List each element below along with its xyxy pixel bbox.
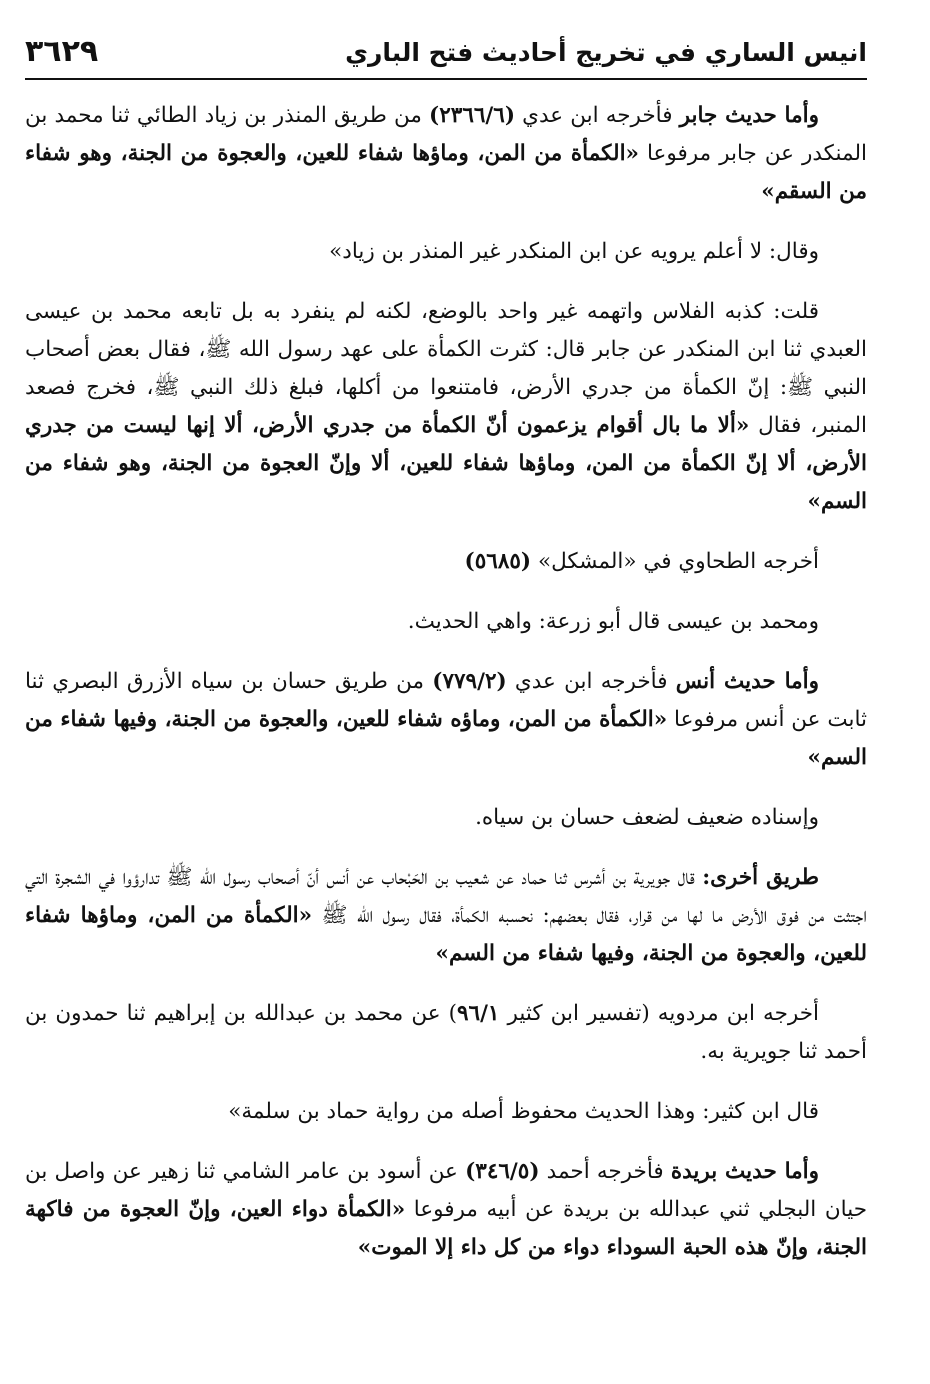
paragraph: [25, 799, 867, 837]
bold-text-run: وأما حديث بريدة: [670, 1159, 819, 1184]
bold-text-run: وأما حديث جابر: [679, 103, 819, 128]
paragraph: [25, 1093, 867, 1131]
bold-text-run: وأما حديث أنس: [675, 669, 819, 694]
bold-text-run: «الكمأة دواء العين، وإنّ العجوة من فاكهة الجنة، وإنّ هذه الحبة السوداء دواء من كل داء إلا الموت»: [25, 1197, 867, 1260]
text-run: وقال: لا أعلم يرويه عن ابن المنكدر غير المنذر بن زياد»: [329, 239, 819, 264]
paragraph: [25, 97, 867, 211]
bold-text-run: «الكمأة من المن، وماؤه شفاء للعين، والعجوة من الجنة، وفيها شفاء من السم»: [25, 707, 867, 770]
text-run: ومحمد بن عيسى قال أبو زرعة: واهي الحديث.: [407, 609, 819, 634]
book-page: [25, 28, 867, 1358]
text-run: فأخرجه ابن عدي: [506, 669, 676, 694]
text-run: أخرجه ابن مردويه (تفسير ابن كثير: [499, 1001, 819, 1026]
bold-text-run: «الكمأة من المن، وماؤها شفاء للعين، والعجوة من الجنة، وفيها شفاء من السم»: [25, 903, 867, 966]
page-header: [25, 28, 867, 80]
paragraph: [25, 1153, 867, 1267]
paragraph: [25, 859, 867, 973]
bold-text-run: (٢٣٦٦/٦): [429, 103, 516, 128]
text-run: قال ابن كثير: وهذا الحديث محفوظ أصله من رواية حماد بن سلمة»: [228, 1099, 819, 1124]
bold-text-run: (٥٦٨٥): [464, 549, 532, 574]
bold-text-run: «الكمأة من المن، وماؤها شفاء للعين، والعجوة من الجنة، وهو شفاء من السقم»: [25, 141, 867, 204]
paragraph: [25, 663, 867, 777]
bold-text-run: طريق أخرى:: [702, 865, 819, 890]
text-run: وإسناده ضعيف لضعف حسان بن سياه.: [475, 805, 819, 830]
text-run: ) عن محمد بن عبدالله بن إبراهيم ثنا حمدون بن أحمد ثنا جويرية به.: [25, 1001, 867, 1064]
paragraph: [25, 293, 867, 521]
text-run: أخرجه الطحاوي في «المشكل»: [531, 549, 819, 574]
bold-text-run: (٣٤٦/٥): [465, 1159, 540, 1184]
paragraph: [25, 603, 867, 641]
page-body: [25, 80, 867, 1267]
paragraph: [25, 995, 867, 1071]
text-run: قلت: كذبه الفلاس واتهمه غير واحد بالوضع، لكنه لم ينفرد به بل تابعه محمد بن عيسى العبدي ثنا ابن المنكدر عن جابر قال: كثرت الكمأة على عهد رسول الله ﷺ، فقال بعض أصحاب النبي ﷺ: إنّ الكمأة من جدري الأرض، فامتنعوا من أكلها، فبلغ ذلك النبي ﷺ، فخرج فصعد المنبر، فقال: [25, 299, 867, 438]
bold-text-run: (٧٧٩/٢): [432, 669, 507, 694]
text-run: فأخرجه ابن عدي: [515, 103, 680, 128]
running-title: انيس الساري في تخريج أحاديث فتح الباري: [345, 38, 867, 67]
text-run: قال جويرية بن أشرس ثنا حماد عن شعيب بن الحَبْحاب عن أنس أنّ أصحاب رسول الله ﷺ تدارؤوا في الشجرة التي اجتثت من فوق الأرض ما لها من قرار، فقال بعضهم: نحسبه الكمأة، فقال رسول الله ﷺ: [25, 865, 867, 928]
bold-text-run: «ألا ما بال أقوام يزعمون أنّ الكمأة من جدري الأرض، ألا إنها ليست من جدري الأرض، ألا إنّ الكمأة من المن، وماؤها شفاء للعين، ألا وإنّ العجوة من الجنة، وهو شفاء من السم»: [25, 413, 867, 514]
text-run: من طريق المنذر بن زياد الطائي ثنا محمد بن المنكدر عن جابر مرفوعا: [25, 103, 867, 166]
paragraph: [25, 233, 867, 271]
bold-text-run: ٩٦/١: [456, 1001, 500, 1026]
text-run: من طريق حسان بن سياه الأزرق البصري ثنا ثابت عن أنس مرفوعا: [25, 669, 867, 732]
text-run: عن أسود بن عامر الشامي ثنا زهير عن واصل بن حيان البجلي ثني عبدالله بن بريدة عن أبيه مرفوعا: [25, 1159, 867, 1222]
page-number: ٣٦٢٩: [25, 34, 99, 69]
paragraph: [25, 543, 867, 581]
text-run: فأخرجه أحمد: [539, 1159, 671, 1184]
